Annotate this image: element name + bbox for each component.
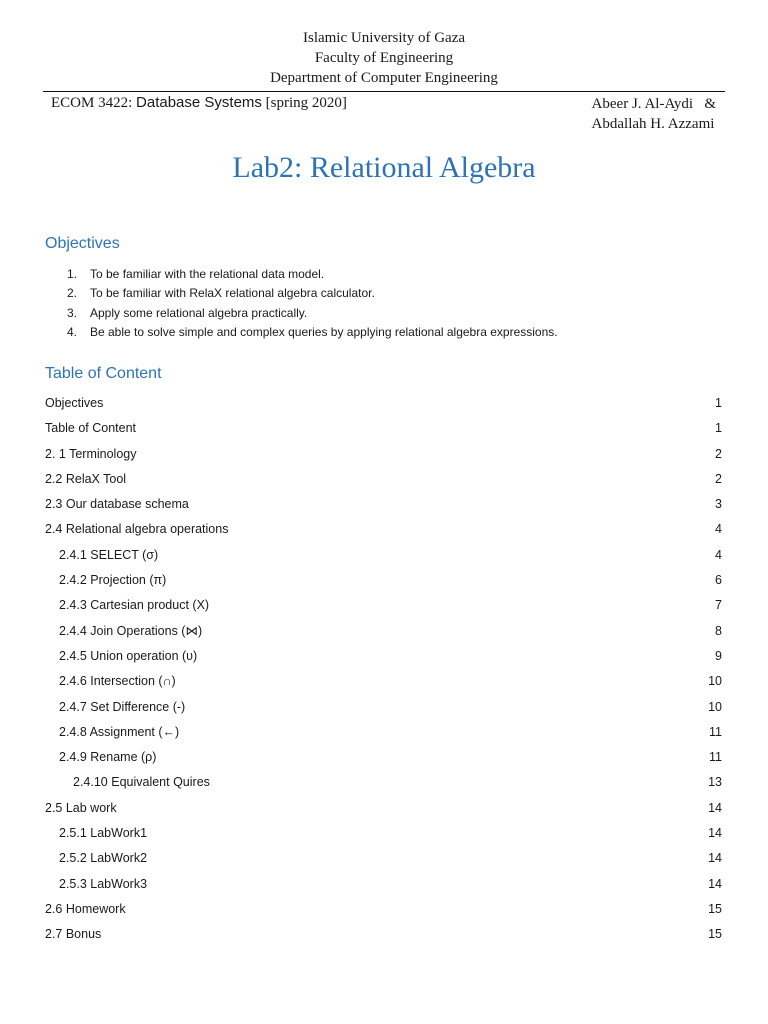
toc-entry[interactable]	[45, 673, 722, 698]
toc-entry-label[interactable]: Objectives	[45, 396, 104, 410]
toc-entry-page[interactable]: 2	[715, 471, 722, 486]
toc-entry-label[interactable]: 2.4.5 Union operation (υ)	[59, 648, 198, 663]
toc-entry[interactable]	[45, 471, 722, 496]
toc-entry-page[interactable]: 4	[715, 522, 722, 537]
toc-entry-label[interactable]: 2.5.1 LabWork1	[59, 826, 148, 841]
objective-item	[67, 304, 558, 323]
toc-entry[interactable]	[45, 446, 722, 471]
objectives-list	[67, 265, 558, 342]
toc-entry-page[interactable]: 14	[708, 876, 722, 891]
toc-entry-page[interactable]: 11	[709, 750, 722, 765]
toc-entry-label[interactable]: Table of Content	[45, 421, 137, 436]
toc-entry[interactable]	[45, 749, 722, 774]
objective-number: 4.	[67, 324, 78, 339]
objective-item	[67, 323, 558, 342]
toc-entry-page[interactable]: 8	[715, 623, 722, 638]
authors	[592, 94, 716, 134]
document-header	[0, 28, 768, 88]
toc-entry[interactable]	[45, 876, 722, 901]
toc-entry-label[interactable]: 2. 1 Terminology	[45, 446, 137, 461]
course-subject: Database Systems	[136, 94, 262, 111]
toc-entry[interactable]	[45, 800, 722, 825]
toc-entry-label[interactable]: 2.6 Homework	[45, 901, 126, 916]
toc-entry[interactable]	[45, 572, 722, 597]
objective-text: To be familiar with the relational data model.	[90, 267, 325, 281]
toc-entry[interactable]	[45, 774, 722, 799]
toc-entry-label[interactable]: 2.5 Lab work	[45, 800, 117, 815]
toc-entry-page[interactable]: 10	[708, 699, 722, 714]
table-of-contents	[45, 395, 722, 952]
toc-entry-label[interactable]: 2.4.6 Intersection (∩)	[59, 674, 176, 689]
toc-entry[interactable]	[45, 496, 722, 521]
toc-entry-label[interactable]: 2.5.3 LabWork3	[59, 876, 148, 891]
objective-text: Be able to solve simple and complex queries by applying relational algebra expressions.	[90, 324, 558, 339]
toc-entry-page[interactable]: 13	[708, 775, 722, 790]
toc-entry-page[interactable]: 15	[708, 927, 722, 942]
toc-entry[interactable]	[45, 926, 722, 951]
course-code: ECOM 3422:	[51, 95, 137, 111]
objective-number: 2.	[67, 286, 78, 301]
author-line-2: Abdallah H. Azzami	[591, 116, 715, 132]
department-name: Department of Computer Engineering	[270, 70, 498, 86]
toc-entry-page[interactable]: 2	[715, 446, 722, 461]
toc-entry-page[interactable]: 9	[715, 648, 722, 663]
author-line-1: Abeer J. Al-Aydi &	[591, 96, 716, 112]
objective-number: 3.	[67, 305, 78, 320]
toc-entry[interactable]	[45, 623, 722, 648]
toc-entry-label[interactable]: 2.4.1 SELECT (σ)	[59, 547, 159, 562]
toc-entry[interactable]	[45, 901, 722, 926]
toc-entry-label[interactable]: 2.4.10 Equivalent Quires	[73, 775, 210, 790]
toc-entry-page[interactable]: 4	[715, 547, 722, 562]
toc-entry-label[interactable]: 2.4.3 Cartesian product (X)	[59, 598, 210, 613]
toc-entry[interactable]	[45, 850, 722, 875]
toc-entry-page[interactable]: 3	[715, 497, 722, 512]
objective-number: 1.	[67, 267, 78, 281]
toc-entry-label[interactable]: 2.5.2 LabWork2	[59, 851, 148, 866]
toc-entry[interactable]	[45, 395, 722, 420]
toc-entry-label[interactable]: 2.4.9 Rename (ρ)	[59, 750, 157, 765]
toc-entry-page[interactable]: 1	[715, 396, 722, 410]
university-name: Islamic University of Gaza	[302, 30, 466, 46]
toc-entry[interactable]	[45, 648, 722, 673]
document-title: Lab2: Relational Algebra	[232, 151, 536, 184]
toc-entry-page[interactable]: 15	[708, 901, 722, 916]
toc-entry-label[interactable]: 2.4.7 Set Difference (-)	[59, 699, 186, 714]
toc-entry[interactable]	[45, 825, 722, 850]
objective-item	[67, 265, 558, 284]
toc-entry-label[interactable]: 2.4.4 Join Operations (⋈)	[59, 623, 203, 638]
course-info	[51, 94, 347, 112]
faculty-name: Faculty of Engineering	[314, 50, 454, 66]
objective-text: Apply some relational algebra practically.	[90, 305, 308, 320]
toc-entry[interactable]	[45, 420, 722, 445]
toc-heading: Table of Content	[45, 365, 162, 382]
toc-entry[interactable]	[45, 547, 722, 572]
toc-entry-page[interactable]: 10	[708, 674, 722, 689]
toc-entry-label[interactable]: 2.2 RelaX Tool	[45, 471, 127, 486]
toc-entry-label[interactable]: 2.4.8 Assignment (←)	[59, 724, 180, 739]
toc-entry-page[interactable]: 11	[709, 724, 722, 739]
course-term: [spring 2020]	[261, 95, 347, 111]
objective-item	[67, 284, 558, 303]
toc-entry-label[interactable]: 2.3 Our database schema	[45, 497, 189, 512]
header-rule	[43, 91, 725, 92]
toc-entry-label[interactable]: 2.7 Bonus	[45, 927, 102, 942]
toc-entry-label[interactable]: 2.4.2 Projection (π)	[59, 573, 167, 588]
toc-entry-page[interactable]: 1	[715, 421, 722, 436]
toc-entry-page[interactable]: 14	[708, 826, 722, 841]
toc-entry-page[interactable]: 14	[708, 851, 722, 866]
toc-entry[interactable]	[45, 699, 722, 724]
objective-text: To be familiar with RelaX relational algebra calculator.	[90, 286, 375, 301]
toc-entry[interactable]	[45, 521, 722, 546]
toc-entry[interactable]	[45, 597, 722, 622]
toc-entry[interactable]	[45, 724, 722, 749]
toc-entry-page[interactable]: 14	[708, 800, 722, 815]
toc-entry-label[interactable]: 2.4 Relational algebra operations	[45, 522, 229, 537]
toc-entry-page[interactable]: 7	[715, 598, 722, 613]
objectives-heading: Objectives	[45, 235, 120, 252]
toc-entry-page[interactable]: 6	[715, 573, 722, 588]
